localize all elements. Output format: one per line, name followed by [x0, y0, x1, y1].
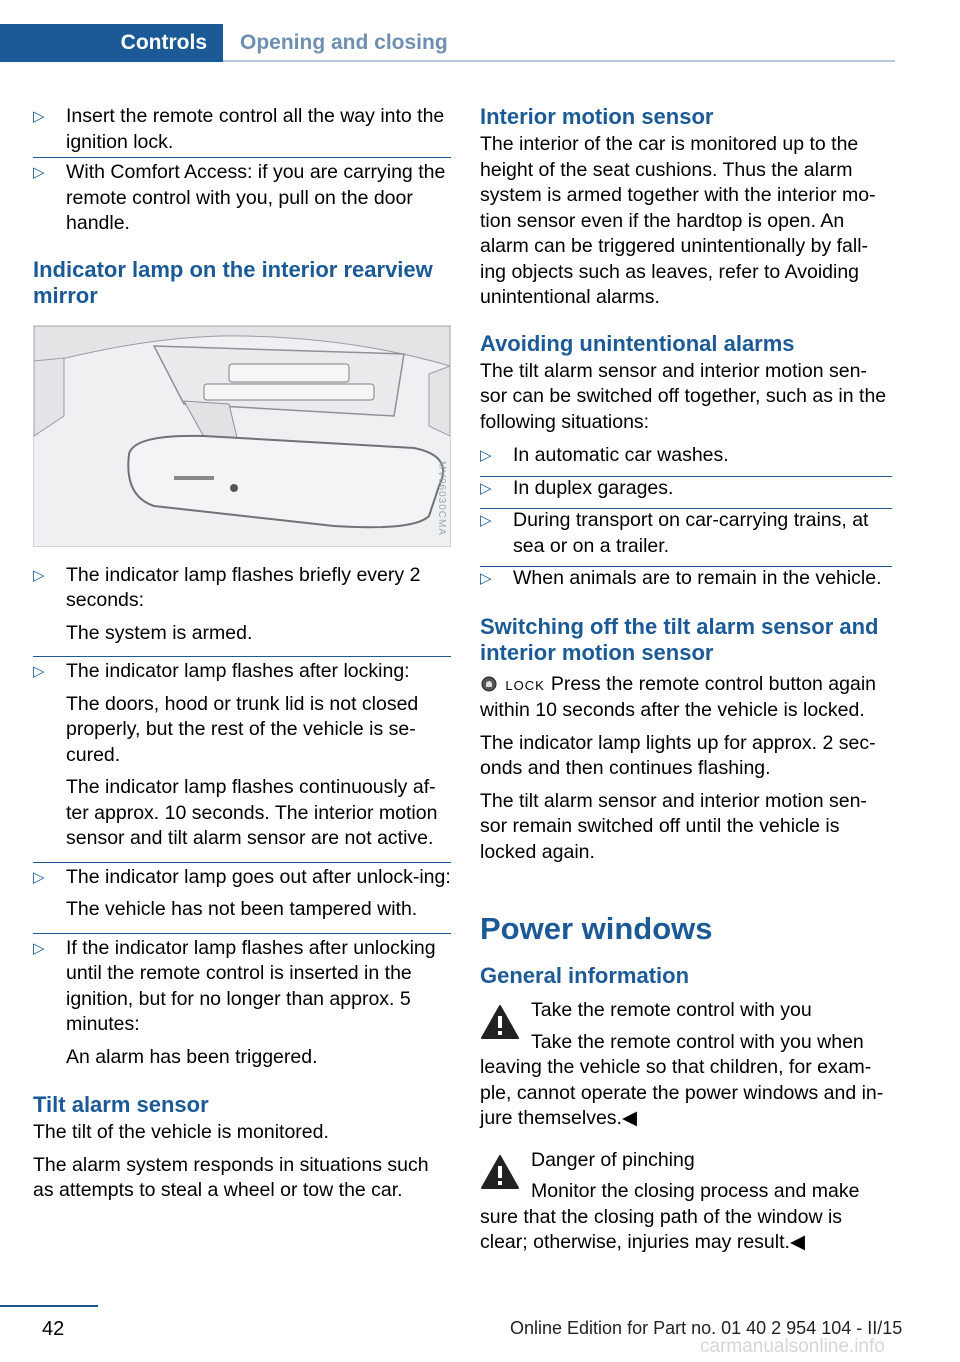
warning-pinching: Danger of pinching — [480, 1148, 892, 1174]
switch-paragraph-3: The tilt alarm sensor and interior motion sen‐sor remain switched off until the vehicle is locked again. — [480, 789, 867, 863]
heading-power-windows: Power windows — [480, 911, 713, 946]
list-separator — [33, 157, 451, 158]
triangle-bullet-icon: ▷ — [33, 108, 45, 125]
list-item: ▷ The indicator lamp goes out after unlock‐ing: The vehicle has not been tampered with. — [33, 865, 451, 923]
list-item: ▷ In duplex garages. — [480, 476, 892, 502]
list-item: ▷ The indicator lamp flashes after locking: The doors, hood or trunk lid is not closed properly, but the rest of the vehicle is se‐cured. The indicator lamp flashes continuously af‐ter approx. 10 seconds. The interior motion sensor and tilt alarm sensor are not active. — [33, 659, 451, 852]
rearview-mirror-figure — [33, 325, 451, 547]
remote-button-icon — [480, 676, 500, 692]
triangle-bullet-icon: ▷ — [33, 868, 45, 886]
list-item: ▷ During transport on car-carrying trains, at sea or on a trailer. — [480, 508, 892, 559]
list-item: ▷ Insert the remote control all the way into the ignition lock. — [33, 105, 445, 153]
triangle-bullet-icon: ▷ — [480, 479, 492, 497]
list-separator — [480, 476, 892, 477]
heading-interior-motion: Interior motion sensor — [480, 104, 714, 129]
mirror-illustration — [34, 326, 450, 546]
avoid-list — [480, 443, 892, 592]
list-separator — [480, 566, 892, 567]
heading-indicator-lamp: Indicator lamp on the interior rearview mirror — [33, 256, 433, 308]
warning-triangle-icon — [480, 1004, 520, 1040]
list-item: ▷ When animals are to remain in the vehicle. — [480, 566, 892, 592]
triangle-bullet-icon: ▷ — [33, 939, 45, 957]
bullet-list-top — [33, 104, 451, 237]
warning-triangle-icon — [480, 1154, 520, 1190]
triangle-bullet-icon: ▷ — [480, 570, 492, 587]
triangle-bullet-icon: ▷ — [33, 663, 45, 680]
heading-switching-off: Switching off the tilt alarm sensor and interior motion sensor — [480, 613, 879, 665]
tilt-paragraph-1: The tilt of the vehicle is monitored. — [33, 1121, 329, 1143]
page-number: 42 — [42, 1318, 65, 1340]
warning-remote-control: Take the remote control with you — [480, 998, 892, 1024]
list-item: ▷ If the indicator lamp flashes after unlocking until the remote control is inserted in the ignition, but for no longer than approx. 5 minutes: An alarm has been triggered. — [33, 936, 451, 1071]
list-separator — [33, 656, 451, 657]
avoid-paragraph: The tilt alarm sensor and interior motion sen‐sor can be switched off together, such as in the following situations: — [480, 359, 887, 433]
header-rule — [223, 60, 895, 62]
heading-tilt-alarm: Tilt alarm sensor — [33, 1092, 209, 1117]
interior-paragraph: The interior of the car is monitored up to the height of the seat cushions. Thus the alarm system is armed together with the interior mo‐tion sensor even if the hardtop is open. An alarm can be triggered unintentionally by fall‐ing objects such as leaves, refer to Avoiding unintentional alarms. — [480, 133, 876, 308]
switch-paragraph-1: LOCK Press the remote control button again within 10 seconds after the vehicle is locked. — [480, 672, 877, 721]
warning-remote-control-body: Take the remote control with you when leaving the vehicle so that children, for exam‐ple, cannot operate the power windows and in‐jure themselves.◀ — [480, 1030, 884, 1129]
watermark: carmanualsonline.info — [700, 1336, 885, 1357]
triangle-bullet-icon: ▷ — [480, 512, 492, 529]
lock-label: LOCK — [505, 677, 545, 693]
page-header — [0, 24, 895, 62]
edition-text: Online Edition for Part no. 01 40 2 954 104 - II/15 — [510, 1318, 903, 1338]
list-item: ▷ The indicator lamp flashes briefly every 2 seconds: The system is armed. — [33, 563, 421, 644]
figure-id: MV06030CMA — [436, 460, 447, 536]
section-tab-opening-closing: Opening and closing — [240, 31, 448, 54]
switch-paragraph-2: The indicator lamp lights up for approx. 2 sec‐onds and then continues flashing. — [480, 731, 876, 779]
triangle-bullet-icon: ▷ — [33, 566, 45, 584]
bullet-list-lamp — [33, 563, 451, 1071]
list-item: ▷ In automatic car washes. — [480, 443, 892, 469]
warning-pinching-body: Monitor the closing process and make sure that the closing path of the window is clear; otherwise, injuries may result.◀ — [480, 1180, 860, 1253]
triangle-bullet-icon: ▷ — [480, 447, 492, 464]
list-item: ▷ With Comfort Access: if you are carrying the remote control with you, pull on the door handle. — [33, 160, 451, 237]
list-separator — [480, 508, 892, 509]
right-column — [480, 104, 892, 1263]
chapter-tab-controls: Controls — [0, 24, 223, 62]
list-separator — [33, 933, 451, 934]
tilt-paragraph-2: The alarm system responds in situations such as attempts to steal a wheel or tow the car. — [33, 1153, 429, 1201]
list-separator — [33, 862, 451, 863]
heading-general-info: General information — [480, 963, 690, 988]
triangle-bullet-icon: ▷ — [33, 164, 45, 181]
left-column — [33, 104, 451, 1211]
footer-rule — [0, 1305, 98, 1307]
heading-avoiding-alarms: Avoiding unintentional alarms — [480, 330, 795, 356]
